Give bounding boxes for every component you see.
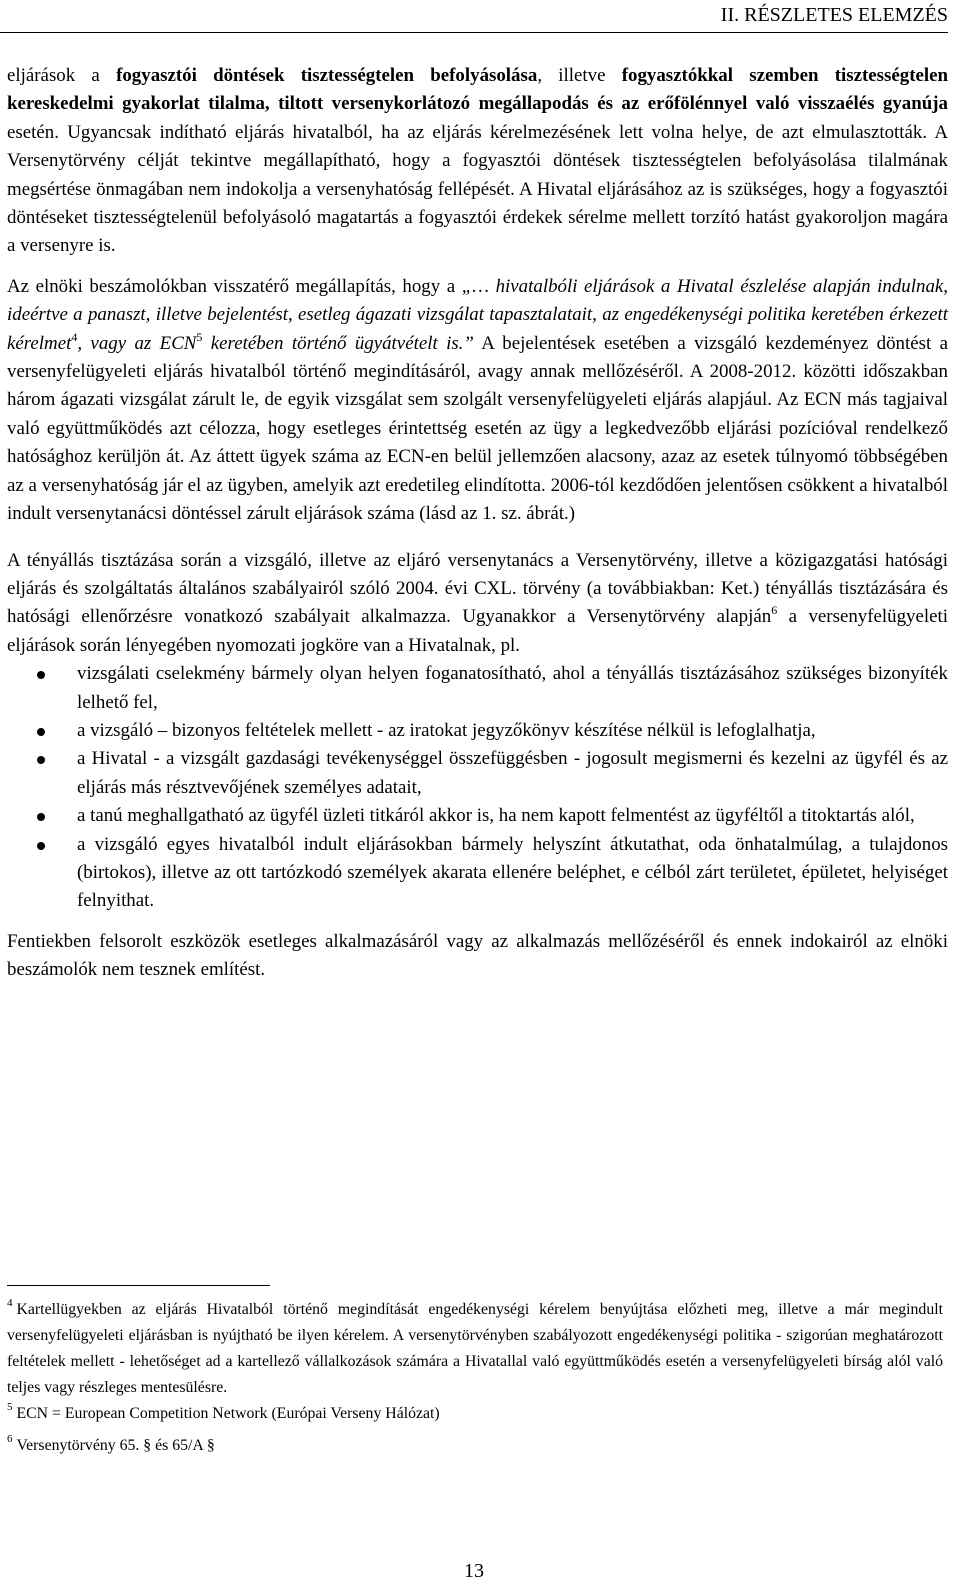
list-item-text: vizsgálati cselekmény bármely olyan helyen foganatosítható, ahol a tényállás tisztázásához szükséges bizonyíték lelhető fel, bbox=[77, 663, 948, 713]
footnote-4 bbox=[7, 1297, 943, 1401]
footnote-6 bbox=[7, 1433, 943, 1459]
list-item bbox=[7, 802, 948, 830]
paragraph-1 bbox=[7, 62, 948, 261]
text-run: A bejelentések esetében a vizsgáló kezdeményez döntést a versenyfelügyeleti eljárás hivatalból történő megindításáról, avagy annak mellőzéséről. A 2008-2012. közötti időszakban három ágazati vizsgálat zárult le, de egyik vizsgálat sem szolgált versenyfelügyeleti eljárás alapjául. Az ECN más tagjaival való együttműködés azt célozza, hogy esetleges érintettség esetén az ügy a legkedvezőbb eljárási pozícióval rendelkező hatósághoz kerüljön át. Az áttett ügyek száma az ECN-en belül jellemzően alacsony, azaz az esetek túlnyomó többségében az a versenyhatóság jár el az ügyben, amelyik azt eredetileg elindította. 2006-tól kezdődően jelentősen csökkent a hivatalból indult versenytanácsi döntéssel zárult eljárások száma (lásd az 1. sz. ábrát.) bbox=[7, 332, 949, 525]
text-run: esetén. Ugyancsak indítható eljárás hivatalból, ha az eljárás kérelmezésének lett volna helye, de azt elmulasztották. A Versenytörvény célját tekintve megállapítható, hogy a fogyasztói döntések tisztességtelen befolyásolása tilalmának megsértése önmagában nem indokolja a versenyhatóság fellépését. A Hivatal eljárásához az is szükséges, hogy a fogyasztói döntéseket tisztességtelenül befolyásoló magatartás a fogyasztói érdekek sérelme mellett torzító hatást gyakoroljon magára a versenyre is. bbox=[7, 121, 948, 257]
text-run: , illetve bbox=[537, 65, 622, 86]
text-run: a versenyfelügyeleti eljárások során lényegében nyomozati jogköre van a Hivatalnak, pl. bbox=[7, 606, 948, 656]
footnote-ref-6: 6 bbox=[771, 603, 778, 618]
text-run: eljárások a bbox=[7, 65, 117, 86]
list-item-text: a tanú meghallgatható az ügyfél üzleti titkáról akkor is, ha nem kapott felmentést az ügyféltől a titoktartás alól, bbox=[77, 805, 915, 827]
footnote-ref-4: 4 bbox=[71, 329, 78, 344]
footnote-ref-5: 5 bbox=[196, 329, 203, 344]
footnote-divider bbox=[7, 1285, 270, 1286]
body-text bbox=[7, 62, 948, 985]
list-item bbox=[7, 831, 948, 916]
list-item bbox=[7, 717, 948, 745]
bullet-icon bbox=[37, 756, 45, 764]
list-item-text: a vizsgáló egyes hivatalból indult eljárásokban bármely helyszínt átkutathat, oda önhatalmúlag, a tulajdonos (birtokos), illetve az ott tartózkodó személyek akarata ellenére beléphet, e célból zárt területet, épületet, helyiséget felnyithat. bbox=[77, 833, 948, 912]
header-divider bbox=[0, 32, 948, 33]
quote-run: „… hivatalbóli eljárások a Hivatal észlelése alapján indulnak, ideértve a panaszt, illetve bejelentést, esetleg ágazati vizsgálat tapasztalatait, az engedékenységi politika keretében érkezett kérelmet bbox=[7, 275, 948, 354]
footnote-text: ECN = European Competition Network (Európai Verseny Hálózat) bbox=[16, 1405, 440, 1422]
bold-run: fogyasztói döntések tisztességtelen befolyásolása bbox=[116, 65, 538, 86]
page-number: 13 bbox=[464, 1560, 484, 1582]
footnote-number: 5 bbox=[7, 1401, 13, 1413]
bullet-icon bbox=[37, 842, 45, 850]
footnotes bbox=[7, 1297, 943, 1459]
bullet-icon bbox=[37, 671, 45, 679]
text-run: Az elnöki beszámolókban visszatérő megállapítás, hogy a bbox=[7, 275, 462, 297]
list-item-text: a Hivatal - a vizsgált gazdasági tevékenységgel összefüggésben - jogosult megismerni és kezelni az ügyfél és az eljárás más résztvevőjének személyes adatait, bbox=[77, 748, 948, 798]
text-run: A tényállás tisztázása során a vizsgáló, illetve az eljáró versenytanács a Versenytörvény, illetve a közigazgatási hatósági eljárás és szolgáltatás általános szabályairól szóló 2004. évi CXL. törvény (a továbbiakban: Ket.) tényállás tisztázására és hatósági ellenőrzésre vonatkozó szabályait alkalmazza. Ugyanakkor a Versenytörvény alapján bbox=[7, 549, 948, 628]
list-item-text: a vizsgáló – bizonyos feltételek mellett - az iratokat jegyzőkönyv készítése nélkül is lefoglalhatja, bbox=[77, 719, 816, 741]
footnote-number: 4 bbox=[7, 1297, 13, 1309]
list-item bbox=[7, 745, 948, 802]
bold-run: fogyasztókkal szemben tisztességtelen kereskedelmi gyakorlat tilalma, tiltott versenykorlátozó megállapodás és az erőfölénnyel való visszaélés gyanúja bbox=[7, 65, 949, 115]
paragraph-4: Fentiekben felsorolt eszközök esetleges alkalmazásáról vagy az alkalmazás mellőzéséről és ennek indokairól az elnöki beszámolók nem tesznek említést. bbox=[7, 930, 948, 981]
footnote-number: 6 bbox=[7, 1433, 13, 1445]
footnote-5 bbox=[7, 1401, 943, 1427]
bullet-icon bbox=[37, 728, 45, 736]
bullet-icon bbox=[37, 813, 45, 821]
paragraph-3 bbox=[7, 547, 948, 661]
paragraph-2 bbox=[7, 273, 948, 529]
quote-run: keretében történő ügyátvételt is.” bbox=[202, 332, 474, 354]
bullet-list bbox=[7, 660, 948, 916]
footnote-text: Kartellügyekben az eljárás Hivatalból történő megindítását engedékenységi kérelem benyújtása előzheti meg, illetve a már megindult versenyfelügyeleti eljárásban is nyújtható be ilyen kérelem. A versenytörvényben szabályozott engedékenységi politika - szigorúan meghatározott feltételek mellett - lehetőséget ad a kartellező vállalkozások számára a Hivatallal való együttműködés esetén a versenyfelügyeleti bírság alól való teljes vagy részleges mentesülésre. bbox=[7, 1301, 943, 1396]
running-header: II. RÉSZLETES ELEMZÉS bbox=[720, 4, 948, 26]
footnote-text: Versenytörvény 65. § és 65/A § bbox=[16, 1437, 215, 1454]
list-item bbox=[7, 660, 948, 717]
quote-run: , vagy az ECN bbox=[77, 332, 197, 354]
